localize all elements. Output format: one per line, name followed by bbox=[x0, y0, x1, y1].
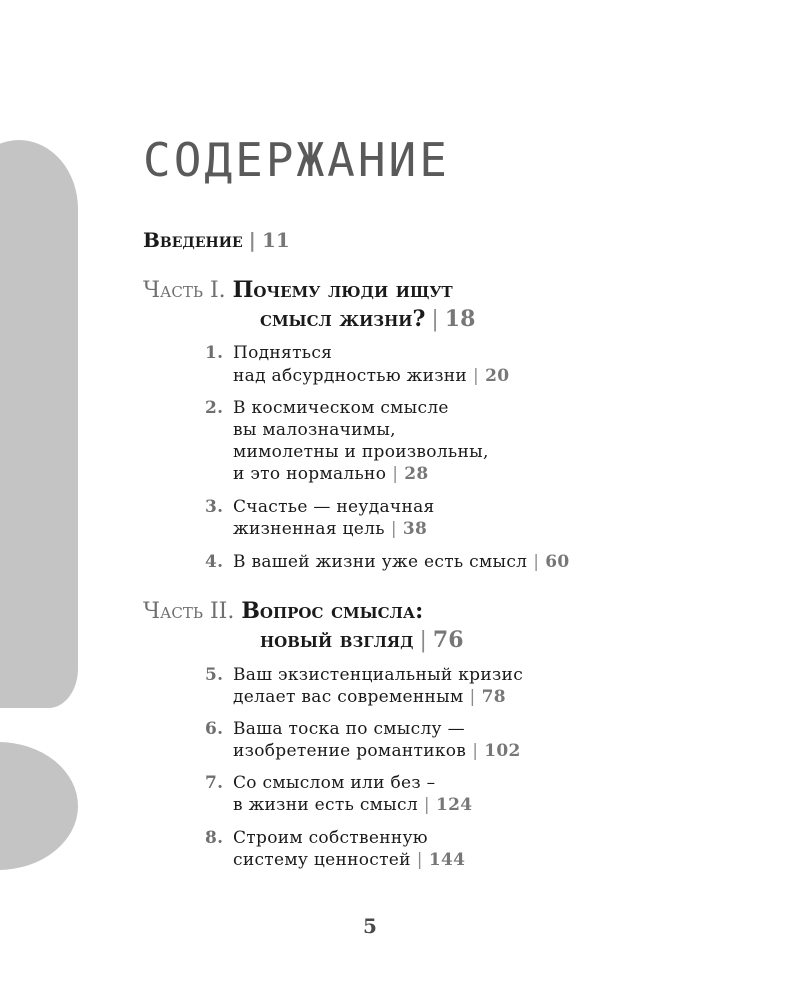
chapter-page: 144 bbox=[428, 850, 466, 870]
toc-chapter-4[interactable] bbox=[205, 552, 570, 572]
chapter-page: 38 bbox=[402, 519, 428, 539]
chapter-title-continued: систему ценностей bbox=[233, 850, 411, 870]
chapter-title-continued: в жизни есть смысл bbox=[233, 795, 418, 815]
chapter-number: 3. bbox=[205, 497, 224, 517]
chapter-number: 5. bbox=[205, 665, 224, 685]
chapter-number: 6. bbox=[205, 719, 224, 739]
separator: | bbox=[431, 307, 439, 332]
separator: | bbox=[473, 366, 480, 386]
separator: | bbox=[533, 552, 540, 572]
toc-chapter-2-cont[interactable] bbox=[233, 464, 429, 484]
chapter-title: Ваш экзистенциальный кризис bbox=[233, 665, 524, 685]
exclamation-bar-decoration bbox=[0, 140, 78, 708]
chapter-page: 28 bbox=[404, 464, 429, 484]
toc-chapter-1-cont[interactable] bbox=[233, 366, 509, 386]
chapter-page: 124 bbox=[435, 795, 473, 815]
toc-part-1-line2[interactable] bbox=[260, 306, 475, 332]
part-title-continued: новый взгляд bbox=[260, 627, 414, 653]
chapter-title-continued: над абсурдностью жизни bbox=[233, 366, 468, 386]
toc-chapter-2-cont[interactable] bbox=[233, 420, 396, 440]
part-label: Часть I. bbox=[143, 278, 226, 303]
part-title: Вопрос смысла: bbox=[241, 598, 424, 624]
toc-chapter-8-cont[interactable] bbox=[233, 850, 465, 870]
separator: | bbox=[423, 795, 430, 815]
chapter-title: Ваша тоска по смыслу — bbox=[233, 719, 465, 739]
toc-chapter-8[interactable] bbox=[205, 828, 428, 848]
toc-part-2-line2[interactable] bbox=[260, 627, 464, 653]
page-title: СОДЕРЖАНИЕ bbox=[143, 133, 450, 187]
chapter-title-continued: мимолетны и произвольны, bbox=[233, 442, 489, 462]
chapter-title: В космическом смысле bbox=[233, 398, 449, 418]
chapter-number: 8. bbox=[205, 828, 224, 848]
chapter-number: 7. bbox=[205, 773, 224, 793]
separator: | bbox=[248, 228, 256, 252]
toc-chapter-7-cont[interactable] bbox=[233, 795, 472, 815]
chapter-title: Подняться bbox=[233, 343, 333, 363]
toc-chapter-2[interactable] bbox=[205, 398, 449, 418]
part-label: Часть II. bbox=[143, 599, 235, 624]
toc-chapter-5[interactable] bbox=[205, 665, 523, 685]
exclamation-dot-decoration bbox=[0, 742, 78, 870]
part-page: 18 bbox=[444, 306, 476, 332]
separator: | bbox=[469, 687, 476, 707]
chapter-page: 78 bbox=[481, 687, 506, 707]
part-page: 76 bbox=[432, 627, 464, 653]
page-number: 5 bbox=[363, 914, 377, 938]
chapter-title: В вашей жизни уже есть смысл bbox=[233, 552, 528, 572]
toc-chapter-3-cont[interactable] bbox=[233, 519, 427, 539]
chapter-title-continued: изобретение романтиков bbox=[233, 741, 467, 761]
toc-chapter-6[interactable] bbox=[205, 719, 465, 739]
toc-part-2-line1[interactable] bbox=[143, 598, 423, 624]
chapter-title-continued: жизненная цель bbox=[233, 519, 385, 539]
chapter-title-continued: делает вас современным bbox=[233, 687, 464, 707]
chapter-page: 102 bbox=[484, 741, 521, 761]
toc-chapter-5-cont[interactable] bbox=[233, 687, 506, 707]
part-title: Почему люди ищут bbox=[232, 277, 453, 303]
toc-chapter-2-cont[interactable] bbox=[233, 442, 489, 462]
chapter-title: Со смыслом или без – bbox=[233, 773, 436, 793]
intro-page: 11 bbox=[261, 228, 290, 252]
toc-chapter-6-cont[interactable] bbox=[233, 741, 521, 761]
chapter-page: 20 bbox=[485, 366, 510, 386]
chapter-page: 60 bbox=[545, 552, 570, 572]
toc-part-1-line1[interactable] bbox=[143, 277, 453, 303]
intro-label: Введение bbox=[143, 228, 243, 252]
part-title-continued: смысл жизни? bbox=[260, 306, 426, 332]
toc-chapter-3[interactable] bbox=[205, 497, 435, 517]
toc-chapter-7[interactable] bbox=[205, 773, 435, 793]
toc-entry-intro[interactable] bbox=[143, 228, 290, 252]
separator: | bbox=[390, 519, 397, 539]
separator: | bbox=[472, 741, 479, 761]
chapter-title: Счастье — неудачная bbox=[233, 497, 435, 517]
separator: | bbox=[419, 628, 427, 653]
separator: | bbox=[416, 850, 423, 870]
chapter-title: Строим собственную bbox=[233, 828, 428, 848]
chapter-title-continued: вы малозначимы, bbox=[233, 420, 396, 440]
chapter-number: 2. bbox=[205, 398, 224, 418]
chapter-number: 1. bbox=[205, 343, 224, 363]
chapter-title-continued: и это нормально bbox=[233, 464, 387, 484]
chapter-number: 4. bbox=[205, 552, 224, 572]
toc-chapter-1[interactable] bbox=[205, 343, 332, 363]
separator: | bbox=[392, 464, 399, 484]
